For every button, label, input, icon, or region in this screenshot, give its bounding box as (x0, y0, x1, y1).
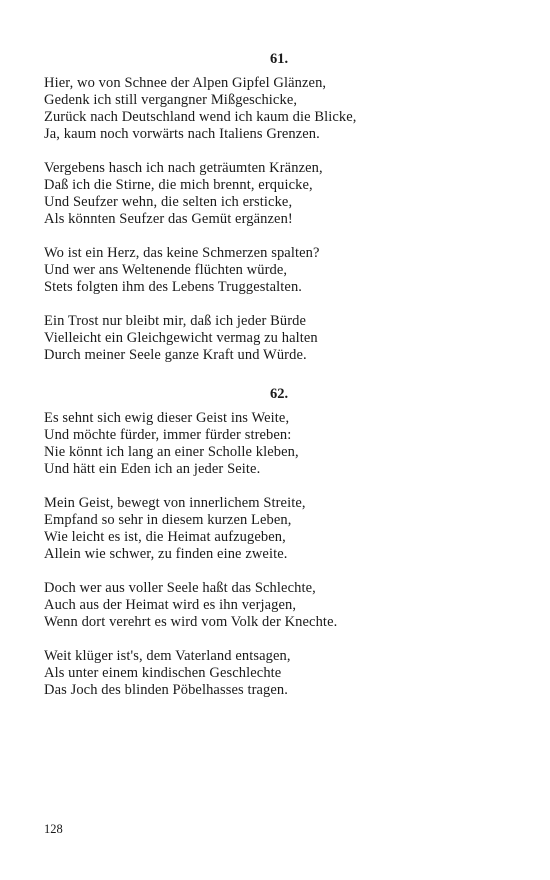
page-number: 128 (44, 822, 63, 836)
verse-line: Auch aus der Heimat wird es ihn verjagen, (44, 597, 297, 613)
poem-number: 62. (269, 386, 289, 402)
stanza (44, 410, 514, 478)
verse-line: Vergebens hasch ich nach geträumten Kränzen, (44, 160, 323, 176)
verse-line: Weit klüger ist's, dem Vaterland entsagen, (44, 648, 291, 664)
stanza (44, 160, 514, 228)
verse-line: Durch meiner Seele ganze Kraft und Würde. (44, 347, 307, 363)
verse-line: Ja, kaum noch vorwärts nach Italiens Grenzen. (44, 126, 320, 142)
poem-61 (44, 50, 514, 381)
poem-number: 61. (269, 51, 289, 67)
stanza (44, 245, 514, 296)
poem-62 (44, 385, 514, 716)
stanza (44, 648, 514, 699)
verse-line: Und Seufzer wehn, die selten ich ersticke, (44, 194, 293, 210)
verse-line: Daß ich die Stirne, die mich brennt, erquicke, (44, 177, 313, 193)
verse-line: Und möchte fürder, immer fürder streben: (44, 427, 292, 443)
verse-line: Das Joch des blinden Pöbelhasses tragen. (44, 682, 289, 698)
verse-line: Stets folgten ihm des Lebens Truggestalten. (44, 279, 303, 295)
verse-line: Wo ist ein Herz, das keine Schmerzen spalten? (44, 245, 320, 261)
verse-line: Als könnten Seufzer das Gemüt ergänzen! (44, 211, 293, 227)
stanza (44, 580, 514, 631)
verse-line: Empfand so sehr in diesem kurzen Leben, (44, 512, 292, 528)
verse-line: Mein Geist, bewegt von innerlichem Streite, (44, 495, 306, 511)
stanza (44, 313, 514, 364)
verse-line: Und hätt ein Eden ich an jeder Seite. (44, 461, 261, 477)
verse-line: Zurück nach Deutschland wend ich kaum die Blicke, (44, 109, 357, 125)
verse-line: Gedenk ich still vergangner Mißgeschicke, (44, 92, 298, 108)
verse-line: Nie könnt ich lang an einer Scholle kleben, (44, 444, 299, 460)
stanza (44, 75, 514, 143)
verse-line: Hier, wo von Schnee der Alpen Gipfel Glänzen, (44, 75, 327, 91)
verse-line: Vielleicht ein Gleichgewicht vermag zu halten (44, 330, 318, 346)
verse-line: Und wer ans Weltenende flüchten würde, (44, 262, 288, 278)
verse-line: Ein Trost nur bleibt mir, daß ich jeder Bürde (44, 313, 307, 329)
verse-line: Allein wie schwer, zu finden eine zweite. (44, 546, 288, 562)
verse-line: Wie leicht es ist, die Heimat aufzugeben, (44, 529, 286, 545)
stanza (44, 495, 514, 563)
verse-line: Doch wer aus voller Seele haßt das Schlechte, (44, 580, 316, 596)
verse-line: Es sehnt sich ewig dieser Geist ins Weite, (44, 410, 290, 426)
verse-line: Als unter einem kindischen Geschlechte (44, 665, 282, 681)
verse-line: Wenn dort verehrt es wird vom Volk der Knechte. (44, 614, 338, 630)
